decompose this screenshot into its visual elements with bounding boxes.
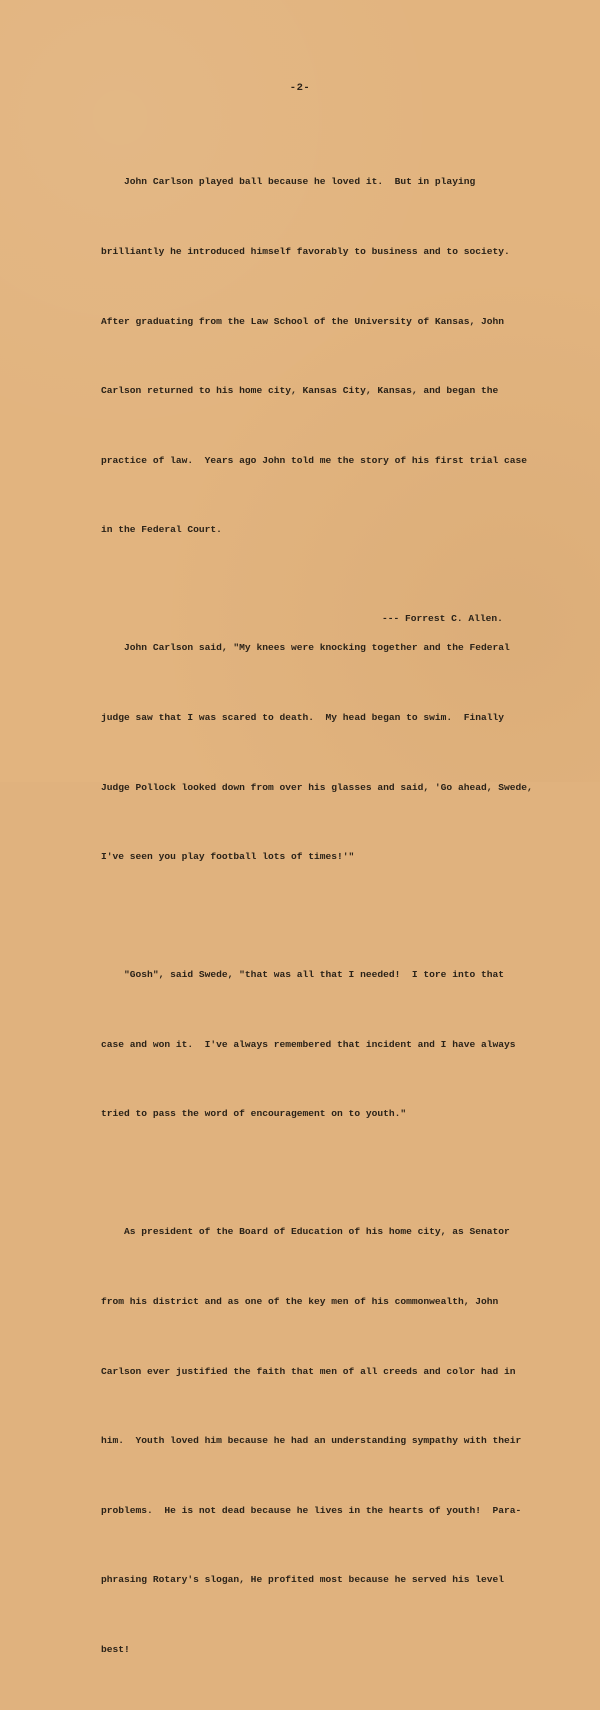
text-line: in the Federal Court. xyxy=(101,524,222,536)
paragraph-1 xyxy=(101,124,531,588)
text-line: Judge Pollock looked down from over his glasses and said, 'Go ahead, Swede, xyxy=(101,781,533,793)
text-line: judge saw that I was scared to death. My head began to swim. Finally xyxy=(101,711,505,723)
paragraph-4 xyxy=(101,1174,531,1708)
text-line: case and won it. I've always remembered that incident and I have always xyxy=(101,1038,516,1050)
text-line: As president of the Board of Education of his home city, as Senator xyxy=(101,1226,510,1238)
signature: --- Forrest C. Allen. xyxy=(382,613,503,624)
text-line: brilliantly he introduced himself favorably to business and to society. xyxy=(101,246,510,257)
text-line: tried to pass the word of encouragement on to youth." xyxy=(101,1108,407,1120)
text-line: phrasing Rotary's slogan, He profited most because he served his level xyxy=(101,1574,505,1586)
paragraph-2 xyxy=(101,590,531,915)
text-line: practice of law. Years ago John told me the story of his first trial case xyxy=(101,454,528,466)
body-text xyxy=(101,124,531,1710)
page-number: -2- xyxy=(289,82,311,94)
text-line: After graduating from the Law School of the University of Kansas, John xyxy=(101,315,505,327)
text-line: best! xyxy=(101,1643,130,1655)
text-line: from his district and as one of the key men of his commonwealth, John xyxy=(101,1295,499,1307)
text-line: "Gosh", said Swede, "that was all that I needed! I tore into that xyxy=(101,969,505,981)
text-line: him. Youth loved him because he had an understanding sympathy with their xyxy=(101,1435,522,1447)
text-line: problems. He is not dead because he lives in the hearts of youth! Para- xyxy=(101,1504,522,1516)
text-line: John Carlson said, "My knees were knocking together and the Federal xyxy=(101,642,510,654)
text-line: I've seen you play football lots of times!'" xyxy=(101,851,355,863)
paragraph-3 xyxy=(101,917,531,1172)
text-line: Carlson ever justified the faith that men of all creeds and color had in xyxy=(101,1365,516,1377)
text-line: Carlson returned to his home city, Kansas City, Kansas, and began the xyxy=(101,385,499,397)
text-line: John Carlson played ball because he loved it. But in playing xyxy=(101,176,476,188)
